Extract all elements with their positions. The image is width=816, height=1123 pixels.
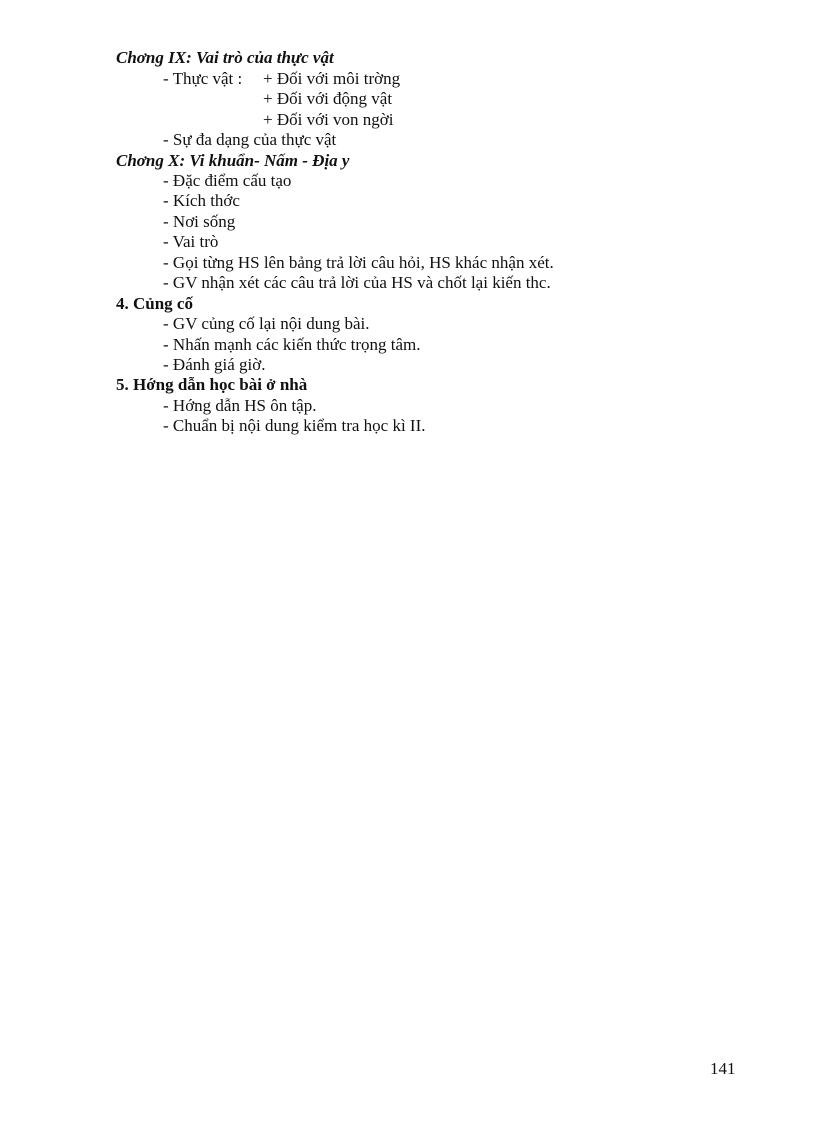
page-number: 141 [710,1059,736,1078]
section-4-heading: 4. Củng cố [116,294,193,313]
chapter-9-heading: Chơng IX: Vai trò của thực vật [116,48,334,67]
list-item: - Nhấn mạnh các kiến thức trọng tâm. [163,335,421,354]
list-item: - Nơi sống [163,212,236,231]
list-item: - Vai trò [163,232,219,251]
sub-item-animals: + Đối với động vật [263,89,393,108]
section-5-heading: 5. Hớng dẫn học bài ở nhà [116,375,308,394]
chapter-10-heading: Chơng X: Vi khuẩn- Nấm - Địa y [116,151,350,170]
sub-item-humans: + Đối với von ngời [263,110,394,129]
list-item: - Gọi từng HS lên bảng trả lời câu hỏi, HS khác nhận xét. [163,253,554,272]
list-item: - GV nhận xét các câu trả lời của HS và chốt lại kiến thc. [163,273,551,292]
list-item: - Đánh giá giờ. [163,355,266,374]
sub-item-environment: + Đối với môi trờng [263,69,401,88]
list-item: - Chuẩn bị nội dung kiểm tra học kì II. [163,416,426,435]
plant-label: - Thực vật : [163,69,243,88]
list-item: - Hớng dẫn HS ôn tập. [163,396,317,415]
list-item: - Kích thớc [163,191,240,210]
list-item: - Đặc điểm cấu tạo [163,171,292,190]
diversity-item: - Sự đa dạng của thực vật [163,130,337,149]
list-item: - GV củng cố lại nội dung bài. [163,314,370,333]
